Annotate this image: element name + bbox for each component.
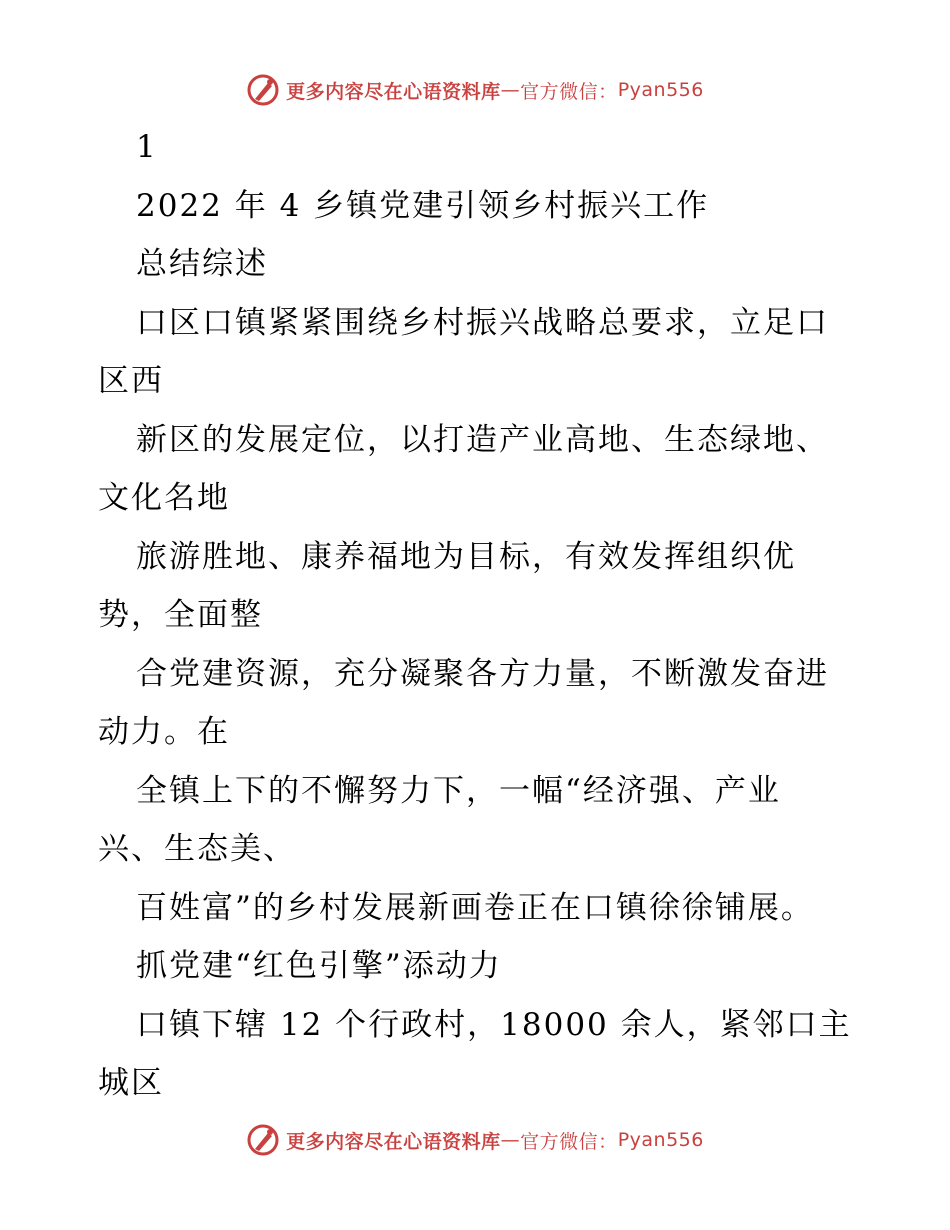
doc-line: 2022 年 4 乡镇党建引领乡村振兴工作 xyxy=(136,187,710,224)
document-body xyxy=(98,118,858,1113)
doc-line: 城区 xyxy=(98,1065,164,1101)
doc-line: 抓党建“红色引擎”添动力 xyxy=(136,948,502,984)
doc-line: 总结综述 xyxy=(136,246,268,282)
doc-line: 旅游胜地、康养福地为目标，有效发挥组织优 xyxy=(136,538,796,575)
watermark-wechat-label: 官方微信： xyxy=(520,1130,618,1153)
watermark-wechat-id: Pyan556 xyxy=(617,1129,704,1151)
doc-line: 合党建资源，充分凝聚各方力量，不断激发奋进 xyxy=(136,655,829,692)
doc-line: 口区口镇紧紧围绕乡村振兴战略总要求，立足口 xyxy=(136,304,829,341)
watermark-wechat-id: Pyan556 xyxy=(617,79,704,101)
doc-line: 兴、生态美、 xyxy=(98,831,296,867)
watermark-main-text: 更多内容尽在心语资料库 xyxy=(286,80,501,103)
watermark-wechat-label: 官方微信： xyxy=(520,80,618,103)
doc-line: 文化名地 xyxy=(98,480,230,516)
doc-line: 口镇下辖 12 个行政村，18000 余人，紧邻口主 xyxy=(136,1006,852,1043)
doc-line: 全镇上下的不懈努力下，一幅“经济强、产业 xyxy=(136,772,781,809)
header-watermark xyxy=(0,68,950,112)
pen-circle-logo-icon xyxy=(246,1123,280,1157)
pen-circle-logo-icon xyxy=(246,73,280,107)
doc-line: 动力。在 xyxy=(98,714,230,750)
doc-line: 1 xyxy=(136,129,158,165)
doc-line: 势，全面整 xyxy=(98,597,263,633)
watermark-dash: — xyxy=(500,1129,521,1151)
watermark-dash: — xyxy=(500,79,521,101)
doc-line: 新区的发展定位，以打造产业高地、生态绿地、 xyxy=(136,421,829,458)
footer-watermark xyxy=(0,1118,950,1162)
doc-line: 百姓富”的乡村发展新画卷正在口镇徐徐铺展。 xyxy=(136,889,814,926)
doc-line: 区西 xyxy=(98,363,164,399)
watermark-main-text: 更多内容尽在心语资料库 xyxy=(286,1130,501,1153)
